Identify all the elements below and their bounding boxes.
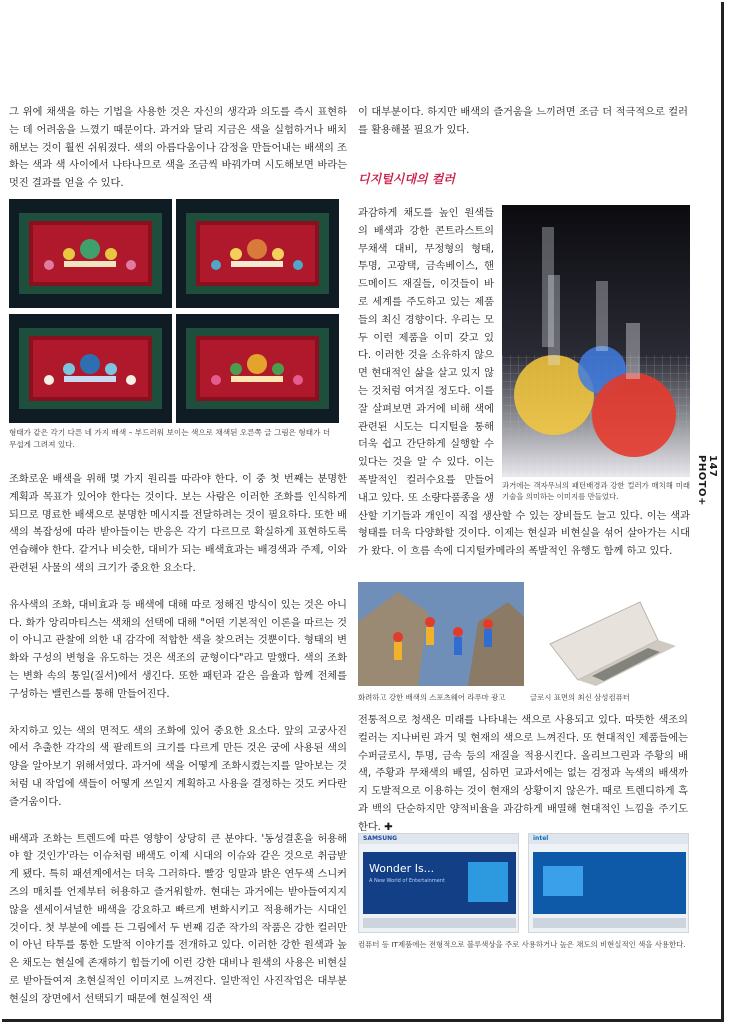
left-column <box>9 104 347 212</box>
sportswear-caption: 화려하고 강한 배색의 스포츠웨어 라푸마 광고 <box>358 693 506 702</box>
intel-site-screenshot <box>528 833 689 933</box>
intel-banner <box>533 852 686 914</box>
left-column-body <box>9 471 347 1028</box>
it-screenshots <box>358 833 690 933</box>
laptop-photo <box>530 582 690 686</box>
dancheong-figure-grid <box>9 199 339 425</box>
paragraph-color-area: 차지하고 있는 색의 면적도 색의 조화에 있어 중요한 요소다. 앞의 고궁사진에서 추출한 각각의 색 팔레트의 크기를 다르게 만든 것은 궁에 사용된 색의 양을 알아보기 위해서였다. 과거에 색을 어떻게 조화시켰는지를 알아보는 것처럼 내 작업에 색들이 어떻게 쓰일지 계획하고 사용을 결정하는 것도 커다란 즐거움이다. <box>9 725 347 808</box>
magazine-section: PHOTO+ <box>696 455 707 506</box>
side-tab-label <box>696 455 718 517</box>
paragraph-trends: 배색과 조화는 트렌드에 따른 영향이 상당히 큰 분야다. '동성결혼을 허용해야 할 것인가'라는 이슈처럼 배색도 이제 시대의 이슈와 같은 것으로 취급받게 됐다. 특히 패션계에서는 더욱 그러하다. 빨강 잉말과 밝은 연두색 스니커즈의 매치를 언제부터 허용하고 즐거워할까. 현대는 과거에는 받아들여지지 않을 센세이셔널한 배색을 강요하고 빠르게 변화시키고 적용해가는 시대인 것이다. 첫 부분에 예를 든 그림에서 두 번째 김준 작가의 작품은 강한 컬러만이 아닌 타투를 통한 도발적 이야기를 전개하고 있다. 이러한 강한 원색과 높은 채도는 현실에 존재하기 힘들기에 이런 강한 대비나 원색의 사용은 비현실로 받아들여져 초현실적인 이미지로 느껴진다. 일반적인 사진작업은 대부분 현실의 장면에서 선택되기 때문에 현실적인 색 <box>9 833 347 1005</box>
dancheong-panels-illustration <box>9 199 339 425</box>
samsung-site-screenshot <box>358 833 519 933</box>
it-screenshots-caption: 컴퓨터 등 IT제품에는 전형적으로 블루색상을 주로 사용하거나 높은 채도의 비현실적인 색을 사용한다. <box>358 940 686 949</box>
flask-caption: 과거에는 객자무늬의 패턴배경과 강한 컬러가 매치해 미래기술을 의미하는 이미지를 만들었다. <box>502 481 690 501</box>
right-column-bottom <box>358 712 688 837</box>
samsung-banner-title: Wonder Is... <box>369 862 435 875</box>
flask-figure <box>502 205 690 502</box>
samsung-logo: SAMSUNG <box>359 834 518 844</box>
future-color-paragraph: 전통적으로 청색은 미래를 나타내는 색으로 사용되고 있다. 따뜻한 색조의 컬러는 지나버린 과거 및 현재의 색으로 느껴진다. 또 현대적인 제품들에는 수퍼글로시, 투명, 금속 등의 재질을 적용시킨다. 올리브그린과 주황의 배색, 주황과 무채색의 배열, 심하면 교과서에는 없는 검정과 녹색의 배색까지 도발적으로 이용하는 것이 현재의 상황이지 않은가. 때로 트렌디하게 흑과 백의 단순하지만 양적비율을 과감하게 배열해 현대적인 느낌을 주기도 한다. <box>358 715 688 833</box>
intro-paragraph: 그 위에 채색을 하는 기법을 사용한 것은 자신의 생각과 의도를 즉시 표현하는 데 어려움을 느꼈기 때문이다. 과거와 달리 지금은 색을 실험하거나 배치해보는 것이 훨씬 쉬워졌다. 색의 아름다움이나 감정을 만들어내는 배색의 조화는 색과 색 사이에서 나타나므로 색을 조금씩 바꿔가며 시도해보면 바라는 멋진 결과를 얻을 수 있다. <box>9 107 347 190</box>
paragraph-matisse: 유사색의 조화, 대비효과 등 배색에 대해 따로 정해진 방식이 있는 것은 아니다. 화가 앙리마티스는 색채의 선택에 대해 "어떤 기본적인 이론을 따르는 것이 아니고 관찰에 의한 내 감각에 적합한 색을 찾으려는 것뿐이다. 형태의 변화와 구성의 변형을 유도하는 것은 색조의 균형이다"라고 말했다. 색의 조화는 변화 속의 통일(질서)에서 생긴다. 또한 패턴과 같은 음율과 함께 전체를 구성하는 밸런스를 통해 만들어진다. <box>9 599 347 700</box>
intel-footer-strip <box>533 918 686 928</box>
smart-tv-graphic <box>468 862 508 902</box>
dancheong-figure-caption: 형태가 같은 각기 다른 네 가지 배색 – 부드러워 보이는 색으로 채색된 오른쪽 글 그림은 형태가 더 무섭게 그려져 있다. <box>9 428 331 449</box>
right-column-top <box>358 104 688 159</box>
samsung-banner <box>363 852 516 914</box>
samsung-footer-strip <box>363 918 516 928</box>
end-mark: ✚ <box>384 821 393 833</box>
samsung-banner-subtitle: A New World of Entertainment <box>369 878 445 884</box>
flasks-photo <box>502 205 690 477</box>
intel-logo: intel <box>529 834 688 844</box>
section-heading: 디지털시대의 컬러 <box>358 172 455 186</box>
product-photos <box>358 582 690 686</box>
page-number: 147 <box>707 455 718 478</box>
digital-era-section <box>358 205 690 561</box>
page-side-tab <box>696 455 718 517</box>
paragraph-harmony-principles: 조화로운 배색을 위해 몇 가지 원리를 따라야 한다. 이 중 첫 번째는 분명한 계획과 목표가 있어야 한다는 것이다. 보는 사람은 이러한 조화를 인식하게 되므로 명료한 배색으로 분명한 메시지를 전달하려는 것이 필요하다. 또한 배색의 복잡성에 따라 받아들이는 반응은 각기 다르므로 확실하게 표현하도록 연습해야 한다. 같거나 비슷한, 대비가 되는 배색효과는 배경색과 주제, 이와 관련된 사물의 색의 크기가 중요한 요소다. <box>9 474 347 574</box>
continuation-paragraph: 이 대부분이다. 하지만 배색의 즐거움을 느끼려면 조금 더 적극적으로 컬러를 활용해볼 필요가 있다. <box>358 107 688 136</box>
sportswear-ad-photo <box>358 582 524 686</box>
digital-era-body: 과감하게 채도를 높인 원색들의 배색과 강한 콘트라스트의 무채색 대비, 무정형의 형태, 투명, 고광택, 금속베이스, 핸드메이드 재질들, 이것들이 바로 세계를 주도하고 있는 제품들의 최신 경향이다. 우리는 모두 이런 제품을 이미 갖고 있다. 이러한 것을 소유하지 않으면 현대적인 삶을 살고 있지 않는 것처럼 여겨질 정도다. 이를 잘 살펴보면 과거에 비해 색에 관련된 시도는 디지털을 통해 더욱 쉽고 간단하게 실행할 수 있다는 것을 알 수 있다. 이는 폭발적인 컬러수요를 만들어 내고 있다. 또 소량다품종을 생산할 기기들과 개인이 직접 생산할 수 있는 장비들도 늘고 있다. 이는 색과 형태를 더욱 다양화할 것이다. 이제는 현실과 비현실을 섞어 살아가는 시대가 왔다. 이 흐름 속에 디지털카메라의 폭발적인 유행도 함께 하고 있다. <box>358 208 690 558</box>
laptop-caption: 글로시 표면의 최신 삼성컴퓨터 <box>530 693 630 702</box>
intel-banner-device <box>543 866 583 896</box>
